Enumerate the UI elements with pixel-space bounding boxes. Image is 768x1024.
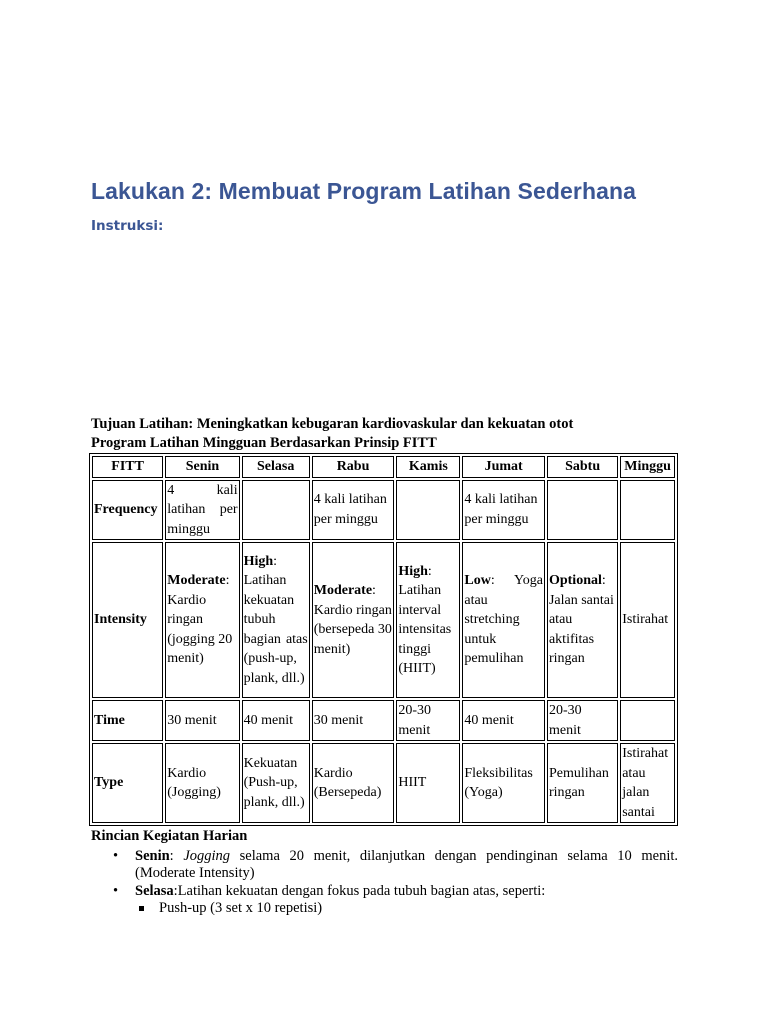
cell-type-selasa: Kekuatan (Push-up, plank, dll.): [242, 743, 310, 823]
cell-type-senin: Kardio (Jogging): [165, 743, 239, 823]
exercise-text: Push-up (3 set x 10 repetisi): [159, 900, 323, 916]
cell-time-senin: 30 menit: [165, 700, 239, 741]
cell-frequency-selasa: [242, 480, 310, 541]
intensity-text: Latihan kekuatan tubuh bagian atas (push-up, plank, dll.): [243, 573, 308, 686]
header-rabu: Rabu: [312, 456, 395, 478]
program-line: Program Latihan Mingguan Berdasarkan Prinsip FITT: [91, 435, 437, 451]
goal-line: Tujuan Latihan: Meningkatkan kebugaran kardiovaskular dan kekuatan otot: [91, 416, 574, 432]
page-title: Lakukan 2: Membuat Program Latihan Sederhana: [91, 178, 637, 204]
intensity-text: Kardio ringan (jogging 20 menit): [167, 592, 233, 667]
header-selasa: Selasa: [242, 456, 310, 478]
sub-list: [135, 900, 678, 918]
row-label-time: Time: [92, 700, 163, 741]
row-label-frequency: Frequency: [92, 480, 163, 541]
header-fitt: FITT: [92, 456, 163, 478]
intensity-level: Optional: [548, 573, 602, 589]
intensity-text: Jalan santai atau aktifitas ringan: [548, 592, 614, 667]
cell-intensity-selasa: High: Latihan kekuatan tubuh bagian atas (push-up, plank, dll.): [242, 542, 310, 698]
day-label: Selasa: [135, 882, 174, 899]
daily-list: [91, 848, 678, 918]
cell-intensity-kamis: High: Latihan interval intensitas tinggi (HIIT): [396, 542, 460, 698]
intensity-level: High: [398, 563, 428, 579]
cell-time-jumat: 40 menit: [462, 700, 545, 741]
cell-intensity-jumat: Low: Yoga atau stretching untuk pemulihan: [462, 542, 545, 698]
intensity-level: Low: [464, 573, 491, 589]
row-label-type: Type: [92, 743, 163, 823]
cell-frequency-rabu: 4 kali latihan per minggu: [312, 480, 395, 541]
fitt-table: [89, 453, 678, 826]
goal-block: [91, 415, 573, 453]
cell-frequency-senin: 4 kali latihan per minggu: [165, 480, 239, 541]
cell-time-kamis: 20-30 menit: [396, 700, 460, 741]
details-heading: Rincian Kegiatan Harian: [91, 828, 248, 844]
header-jumat: Jumat: [462, 456, 545, 478]
daily-details: [91, 828, 678, 918]
intensity-level: High: [243, 553, 274, 569]
intensity-text: Kardio ringan (bersepeda 30 menit): [313, 602, 392, 657]
cell-frequency-minggu: [620, 480, 675, 541]
intensity-text: Yoga atau stretching untuk pemulihan: [464, 573, 543, 667]
cell-frequency-sabtu: [547, 480, 618, 541]
bullet-icon: •: [113, 847, 119, 864]
bullet-icon: •: [113, 882, 119, 899]
header-sabtu: Sabtu: [547, 456, 618, 478]
cell-frequency-kamis: [396, 480, 460, 541]
cell-time-sabtu: 20-30 menit: [547, 700, 618, 741]
cell-type-kamis: HIIT: [396, 743, 460, 823]
cell-intensity-senin: Moderate: Kardio ringan (jogging 20 menit): [165, 542, 239, 698]
header-kamis: Kamis: [396, 456, 460, 478]
table-row-intensity: [92, 542, 675, 698]
cell-frequency-jumat: 4 kali latihan per minggu: [462, 480, 545, 541]
table-row-type: [92, 743, 675, 823]
table-row-frequency: [92, 480, 675, 541]
row-label-intensity: Intensity: [92, 542, 163, 698]
sub-list-item: [91, 900, 678, 918]
cell-type-minggu: Istirahat atau jalan santai: [620, 743, 675, 823]
cell-time-selasa: 40 menit: [242, 700, 310, 741]
instructions-heading: Instruksi:: [91, 218, 164, 234]
day-label: Senin: [135, 847, 170, 864]
intensity-level: Moderate: [313, 583, 373, 598]
header-senin: Senin: [165, 456, 239, 478]
activity-description: Latihan kekuatan dengan fokus pada tubuh bagian atas, seperti:: [177, 882, 546, 899]
cell-type-rabu: Kardio (Bersepeda): [312, 743, 395, 823]
cell-type-jumat: Fleksibilitas (Yoga): [462, 743, 545, 823]
cell-type-sabtu: Pemulihan ringan: [547, 743, 618, 823]
table-header-row: [92, 456, 675, 478]
cell-intensity-minggu: Istirahat: [620, 542, 675, 698]
intensity-text: Latihan interval intensitas tinggi (HIIT): [398, 583, 452, 676]
cell-intensity-sabtu: Optional: Jalan santai atau aktifitas ringan: [547, 542, 618, 698]
table-row-time: [92, 700, 675, 741]
activity-description: selama 20 menit, dilanjutkan dengan pendinginan selama 10 menit. (Moderate Intensity): [135, 847, 679, 881]
list-item-selasa: • Selasa:Latihan kekuatan dengan fokus pada tubuh bagian atas, seperti: Push-up (3 set x 10 repetisi): [91, 883, 678, 918]
activity-name: Jogging: [183, 847, 231, 864]
cell-intensity-rabu: Moderate: Kardio ringan (bersepeda 30 menit): [312, 542, 395, 698]
cell-time-minggu: [620, 700, 675, 741]
list-item-senin: • Senin: Jogging selama 20 menit, dilanjutkan dengan pendinginan selama 10 menit. (Moderate Intensity): [113, 847, 679, 881]
intensity-level: Moderate: [167, 573, 226, 589]
square-bullet-icon: [139, 906, 144, 911]
cell-time-rabu: 30 menit: [312, 700, 395, 741]
header-minggu: Minggu: [620, 456, 675, 478]
